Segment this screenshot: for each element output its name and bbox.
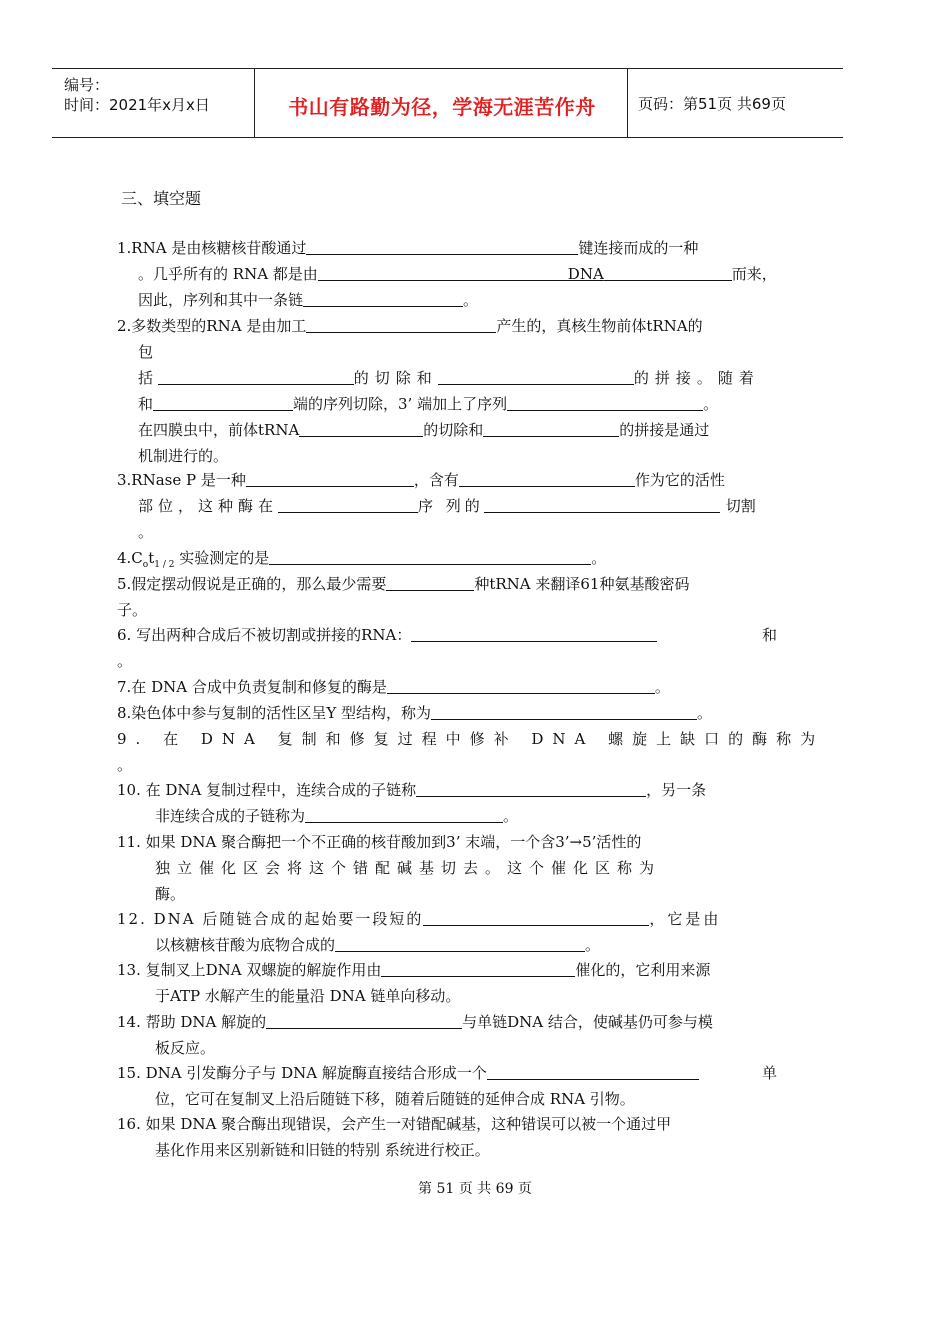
question-5: 5.假定摆动假说是正确的，那么最少需要 种tRNA 来翻译61种氨基酸密码 子。 <box>117 575 690 619</box>
page-label: 页码：第51页 共69页 <box>638 95 786 113</box>
answer-blank[interactable] <box>303 290 463 307</box>
question-4: $4.C_ot_{1 / 2}$ 实验测定的是 。 <box>117 549 607 570</box>
answer-blank[interactable] <box>386 574 474 591</box>
answer-blank[interactable] <box>431 703 697 720</box>
question-12: 12. DNA 后随链合成的起始要一段短的 ，它是由 以核糖核苷酸为底物合成的 。 <box>117 910 722 954</box>
answer-blank[interactable] <box>318 264 568 281</box>
answer-blank[interactable] <box>487 1063 699 1080</box>
header-divider <box>254 69 255 137</box>
answer-blank[interactable] <box>381 960 575 977</box>
motto: 书山有路勤为径，学海无涯苦作舟 <box>288 95 596 119</box>
page-footer: 第 51 页 共 69 页 <box>418 1181 532 1197</box>
answer-blank[interactable] <box>299 420 423 437</box>
answer-blank[interactable] <box>459 470 635 487</box>
question-16: 16. 如果 DNA 聚合酶出现错误，会产生一对错配碱基，这种错误可以被一个通过甲 基化作用来区别新链和旧链的特别 系统进行校正。 <box>117 1115 672 1159</box>
answer-blank[interactable] <box>269 548 591 565</box>
answer-blank[interactable] <box>306 238 578 255</box>
answer-blank[interactable] <box>305 806 503 823</box>
question-8: 8.染色体中参与复制的活性区呈Y 型结构，称为 。 <box>117 704 712 722</box>
section-title: 三、填空题 <box>121 189 202 208</box>
question-10: 10. 在 DNA 复制过程中，连续合成的子链称 ，另一条 非连续合成的子链称为 。 <box>117 781 707 825</box>
answer-blank[interactable] <box>306 316 496 333</box>
answer-blank[interactable] <box>266 1012 462 1029</box>
question-7: 7.在 DNA 合成中负责复制和修复的酶是 。 <box>117 678 670 696</box>
header-left <box>64 75 210 115</box>
answer-blank[interactable] <box>483 420 619 437</box>
answer-blank[interactable] <box>484 496 720 513</box>
answer-blank[interactable] <box>604 264 732 281</box>
time-label: 时间：2021年x月x日 <box>64 96 210 114</box>
question-9: 9. 在 DNA 复制和修复过程中修补 DNA 螺旋上缺口的酶称为 。 <box>117 730 825 774</box>
question-15: 15. DNA 引发酶分子与 DNA 解旋酶直接结合形成一个 单 位，它可在复制叉上沿后随链下移，随着后随链的延伸合成 RNA 引物。 <box>117 1064 777 1108</box>
answer-blank[interactable] <box>158 368 354 385</box>
question-13: 13. 复制叉上DNA 双螺旋的解旋作用由 催化的，它利用来源 于ATP 水解产生的能量沿 DNA 链单向移动。 <box>117 961 711 1005</box>
question-1: 1.RNA 是由核糖核苷酸通过 键连接而成的一种 。几乎所有的 RNA 都是由 DNA 而来， 因此，序列和其中一条链 。 <box>117 239 777 309</box>
header-table <box>52 68 843 138</box>
question-3: 3.RNase P 是一种 ，含有 作为它的活性 部位，这种酶在 序 列的 切割 。 <box>117 471 756 541</box>
answer-blank[interactable] <box>438 368 634 385</box>
question-6: 6. 写出两种合成后不被切割或拼接的RNA： 和 。 <box>117 626 777 670</box>
answer-blank[interactable] <box>423 909 649 926</box>
question-11: 11. 如果 DNA 聚合酶把一个不正确的核苷酸加到3’ 末端，一个含3’→5’活性的 独立催化区会将这个错配碱基切去。这个催化区称为 酶。 <box>117 833 662 903</box>
answer-blank[interactable] <box>411 625 657 642</box>
answer-blank[interactable] <box>278 496 418 513</box>
number-label: 编号： <box>64 76 110 94</box>
answer-blank[interactable] <box>416 780 646 797</box>
answer-blank[interactable] <box>246 470 414 487</box>
header-divider <box>627 69 628 137</box>
answer-blank[interactable] <box>387 677 655 694</box>
answer-blank[interactable] <box>507 394 703 411</box>
question-2: 2.多数类型的RNA 是由加工 产生的，真核生物前体tRNA的 包 括 的切除和 的拼接。随着 和 端的序列切除，3’ 端加上了序列 。 在四膜虫中，前体tRNA 的切除和 的拼接是通过 机制进行的。 <box>117 317 760 465</box>
question-14: 14. 帮助 DNA 解旋的 与单链DNA 结合，使碱基仍可参与模 板反应。 <box>117 1013 713 1057</box>
answer-blank[interactable] <box>153 394 293 411</box>
answer-blank[interactable] <box>335 935 585 952</box>
